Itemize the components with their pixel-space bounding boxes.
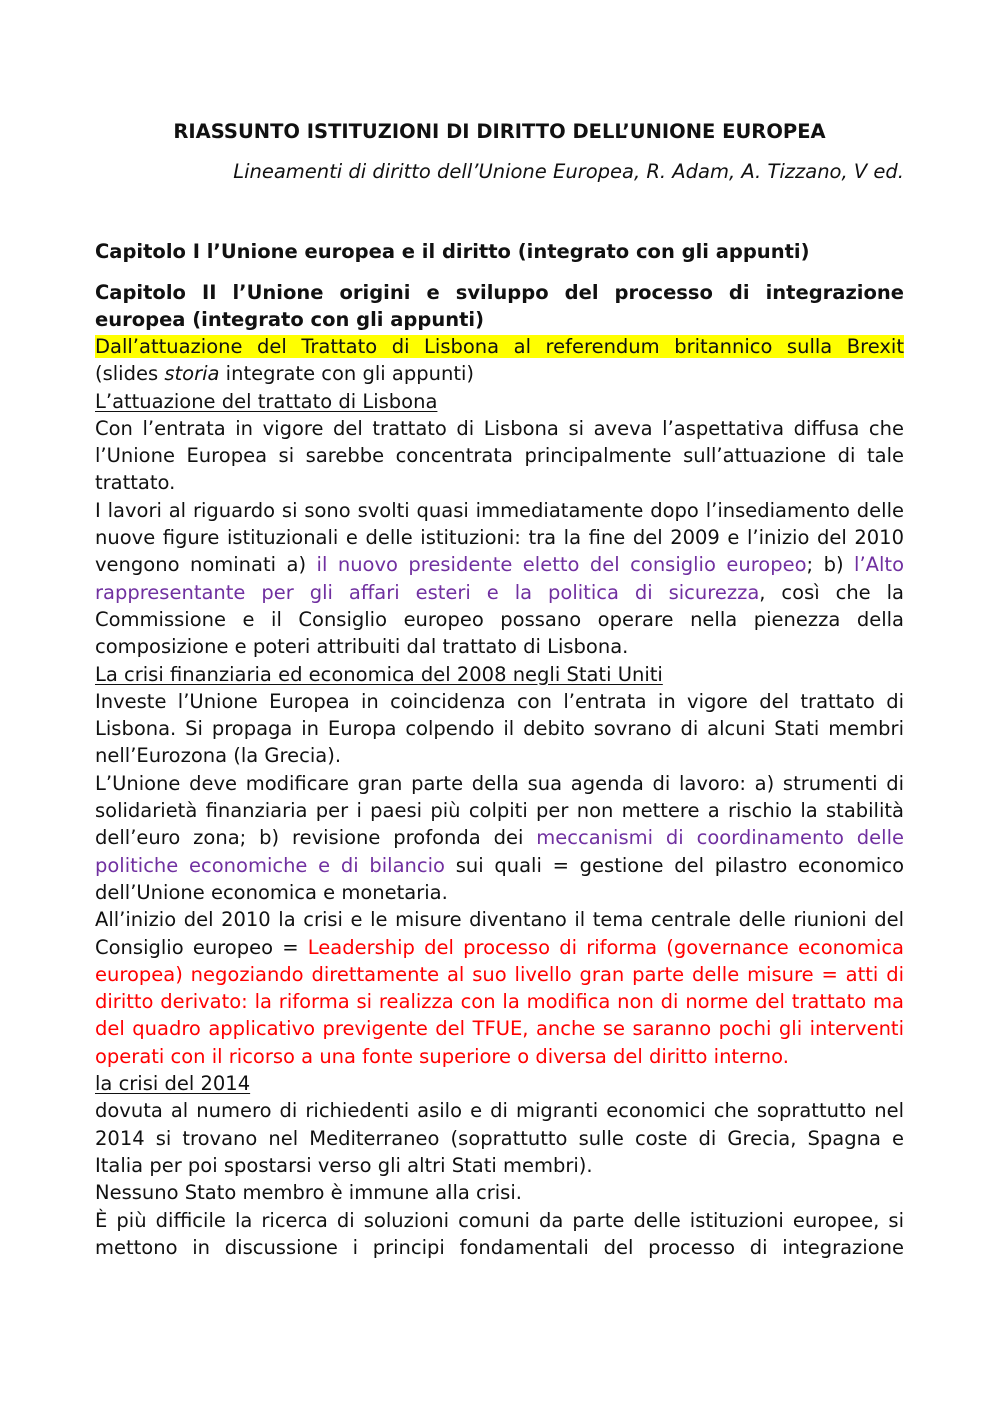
slides-note-italic: storia [164,362,220,386]
document-page [95,118,904,1261]
document-title: RIASSUNTO ISTITUZIONI DI DIRITTO DELL’UNIONE EUROPEA [173,120,826,143]
section-3-paragraph-3: È più difficile la ricerca di soluzioni comuni da parte delle istituzioni europee, si mettono in discussione i principi fondamentali del processo di integrazione [95,1208,904,1259]
slides-note-before: (slides [95,362,165,386]
text-run: All’inizio del 2010 la crisi e le misure diventano il tema centrale delle riunioni del Consiglio europeo = [95,908,904,959]
section-2-paragraph-1: Investe l’Unione Europea in coincidenza con l’entrata in vigore del trattato di Lisbona. Si propaga in Europa colpendo il debito sovrano di alcuni Stati membri nell’Eurozona (la Grecia). [95,689,904,768]
text-run: I lavori al riguardo si sono svolti quasi immediatamente dopo l’insediamento delle nuove figure istituzionali e delle istituzioni: tra la fine del 2009 e l’inizio del 2010 vengono nominati a) [95,498,904,577]
text-run: ; b) [806,553,855,577]
section-3-paragraph-2: Nessuno Stato membro è immune alla crisi. [95,1181,522,1205]
section-2-paragraph-3 [95,906,904,1070]
highlighted-heading: Dall’attuazione del Trattato di Lisbona al referendum britannico sulla Brexit [95,335,904,358]
document-subtitle: Lineamenti di diritto dell’Unione Europea, R. Adam, A. Tizzano, V ed. [233,160,904,183]
slides-note [95,360,904,387]
section-2-heading: La crisi finanziaria ed economica del 2008 negli Stati Uniti [95,662,663,686]
chapter-2-heading: Capitolo II l’Unione origini e sviluppo del processo di integrazione europea (integrato con gli appunti) [95,281,904,331]
section-2-paragraph-2 [95,770,904,906]
section-1-heading: L’attuazione del trattato di Lisbona [95,389,438,413]
text-run: sui quali = gestione del pilastro economico dell’Unione economica e monetaria. [95,853,904,904]
section-1-paragraph-1: Con l’entrata in vigore del trattato di Lisbona si aveva l’aspettativa diffusa che l’Unione Europea si sarebbe concentrata principalmente sull’attuazione di tale trattato. [95,416,904,495]
purple-text-coordination: meccanismi di coordinamento delle politiche economiche e di bilancio [95,826,904,877]
slides-note-after: integrate con gli appunti) [219,362,474,386]
section-3-paragraph-1: dovuta al numero di richiedenti asilo e di migranti economici che soprattutto nel 2014 si trovano nel Mediterraneo (soprattutto sulle coste di Grecia, Spagna e Italia per poi spostarsi verso gli altri Stati membri). [95,1099,904,1177]
red-text-leadership: Leadership del processo di riforma (governance economica europea) negoziando direttamente al suo livello gran parte delle misure = atti di diritto derivato: la riforma si realizza con la modifica non di norme del trattato ma del quadro applicativo previgente del TFUE, anche se saranno pochi gli interventi operati con il ricorso a una fonte superiore o diversa del diritto interno. [95,935,904,1068]
section-1-paragraph-2 [95,497,904,661]
chapter-1-heading: Capitolo I l’Unione europea e il diritto (integrato con gli appunti) [95,240,810,263]
text-run: L’Unione deve modificare gran parte della sua agenda di lavoro: a) strumenti di solidarietà finanziaria per i paesi più colpiti per non mettere a rischio la stabilità dell’euro zona; b) revisione profonda dei [95,771,904,850]
purple-text-high-representative: l’Alto rappresentante per gli affari esteri e la politica di sicurezza [95,553,904,604]
highlighted-heading-line [95,333,904,360]
purple-text-president: il nuovo presidente eletto del consiglio europeo [316,553,807,577]
text-run: , così che la Commissione e il Consiglio europeo possano operare nella pienezza della composizione e poteri attribuiti dal trattato di Lisbona. [95,580,904,659]
section-3-heading: la crisi del 2014 [95,1072,251,1096]
